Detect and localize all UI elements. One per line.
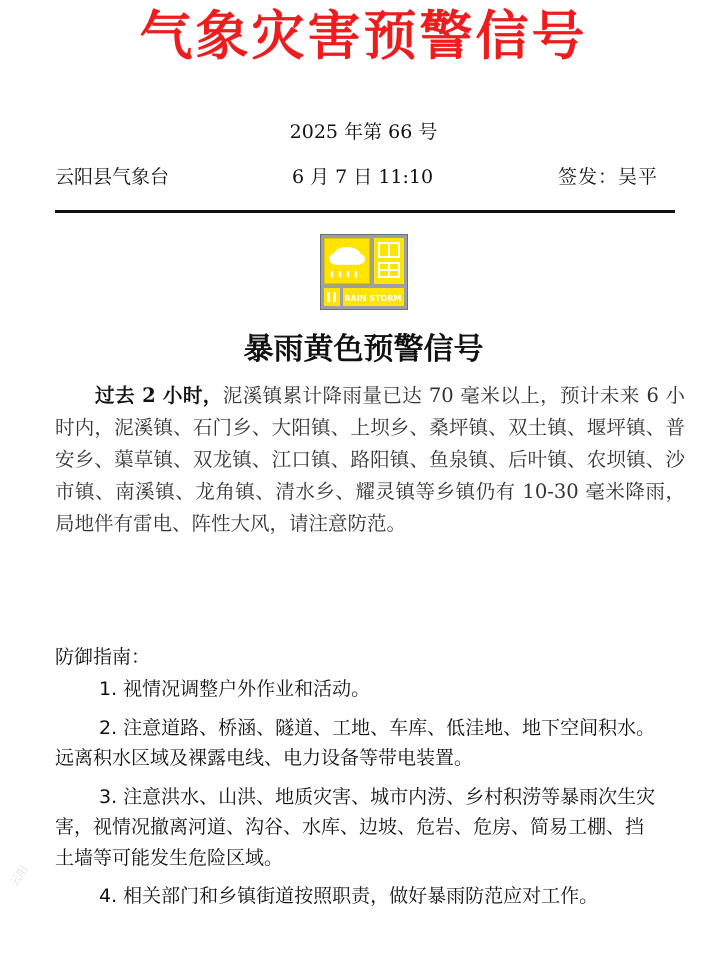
guide-title: 防御指南： [55,646,151,668]
warning-text: 泥溪镇累计降雨量已达 70 毫米以上，预计未来 6 小时内，泥溪镇、石门乡、大阳镇、上坝乡、桑坪镇、双土镇、堰坪镇、普安乡、蕖草镇、双龙镇、江口镇、路阳镇、鱼泉镇、后叶镇、农坝镇、沙市镇、南溪镇、龙角镇、清水乡、耀灵镇等乡镇仍有 10-30 毫米降雨，局地伴有雷电、阵性大风，请注意防范。 [55,384,685,535]
issue-datetime: 6 月 7 日 11:10 [292,166,434,188]
issue-number: 2025 年第 66 号 [289,121,438,143]
watermark: 云阳 [7,863,31,889]
issuing-organization: 云阳县气象台 [55,166,170,188]
signer: 签发：吴平 [558,166,659,188]
warning-lead: 过去 2 小时， [95,384,223,407]
warning-title: 暴雨黄色预警信号 [243,332,484,367]
document-title: 气象灾害预警信号 [139,6,588,67]
guide-item: 1. 视情况调整户外作业和活动。 [99,678,371,700]
header-divider [55,210,675,213]
guide-item: 3. 注意洪水、山洪、地质灾害、城市内涝、乡村积涝等暴雨次生灾害，视情况撤离河道、沟谷、水库、边坡、危岩、危房、简易工棚、挡土墙等可能发生危险区域。 [55,785,656,869]
rainstorm-yellow-signal-icon [320,234,408,310]
guide-list [55,674,660,920]
guide-item: 2. 注意道路、桥涵、隧道、工地、车库、低洼地、地下空间积水。远离积水区域及裸露电线、电力设备等带电装置。 [55,716,656,769]
warning-body [55,380,685,540]
signal-label-en: RAIN STORM [344,294,402,303]
guide-item: 4. 相关部门和乡镇街道按照职责，做好暴雨防范应对工作。 [99,885,599,907]
